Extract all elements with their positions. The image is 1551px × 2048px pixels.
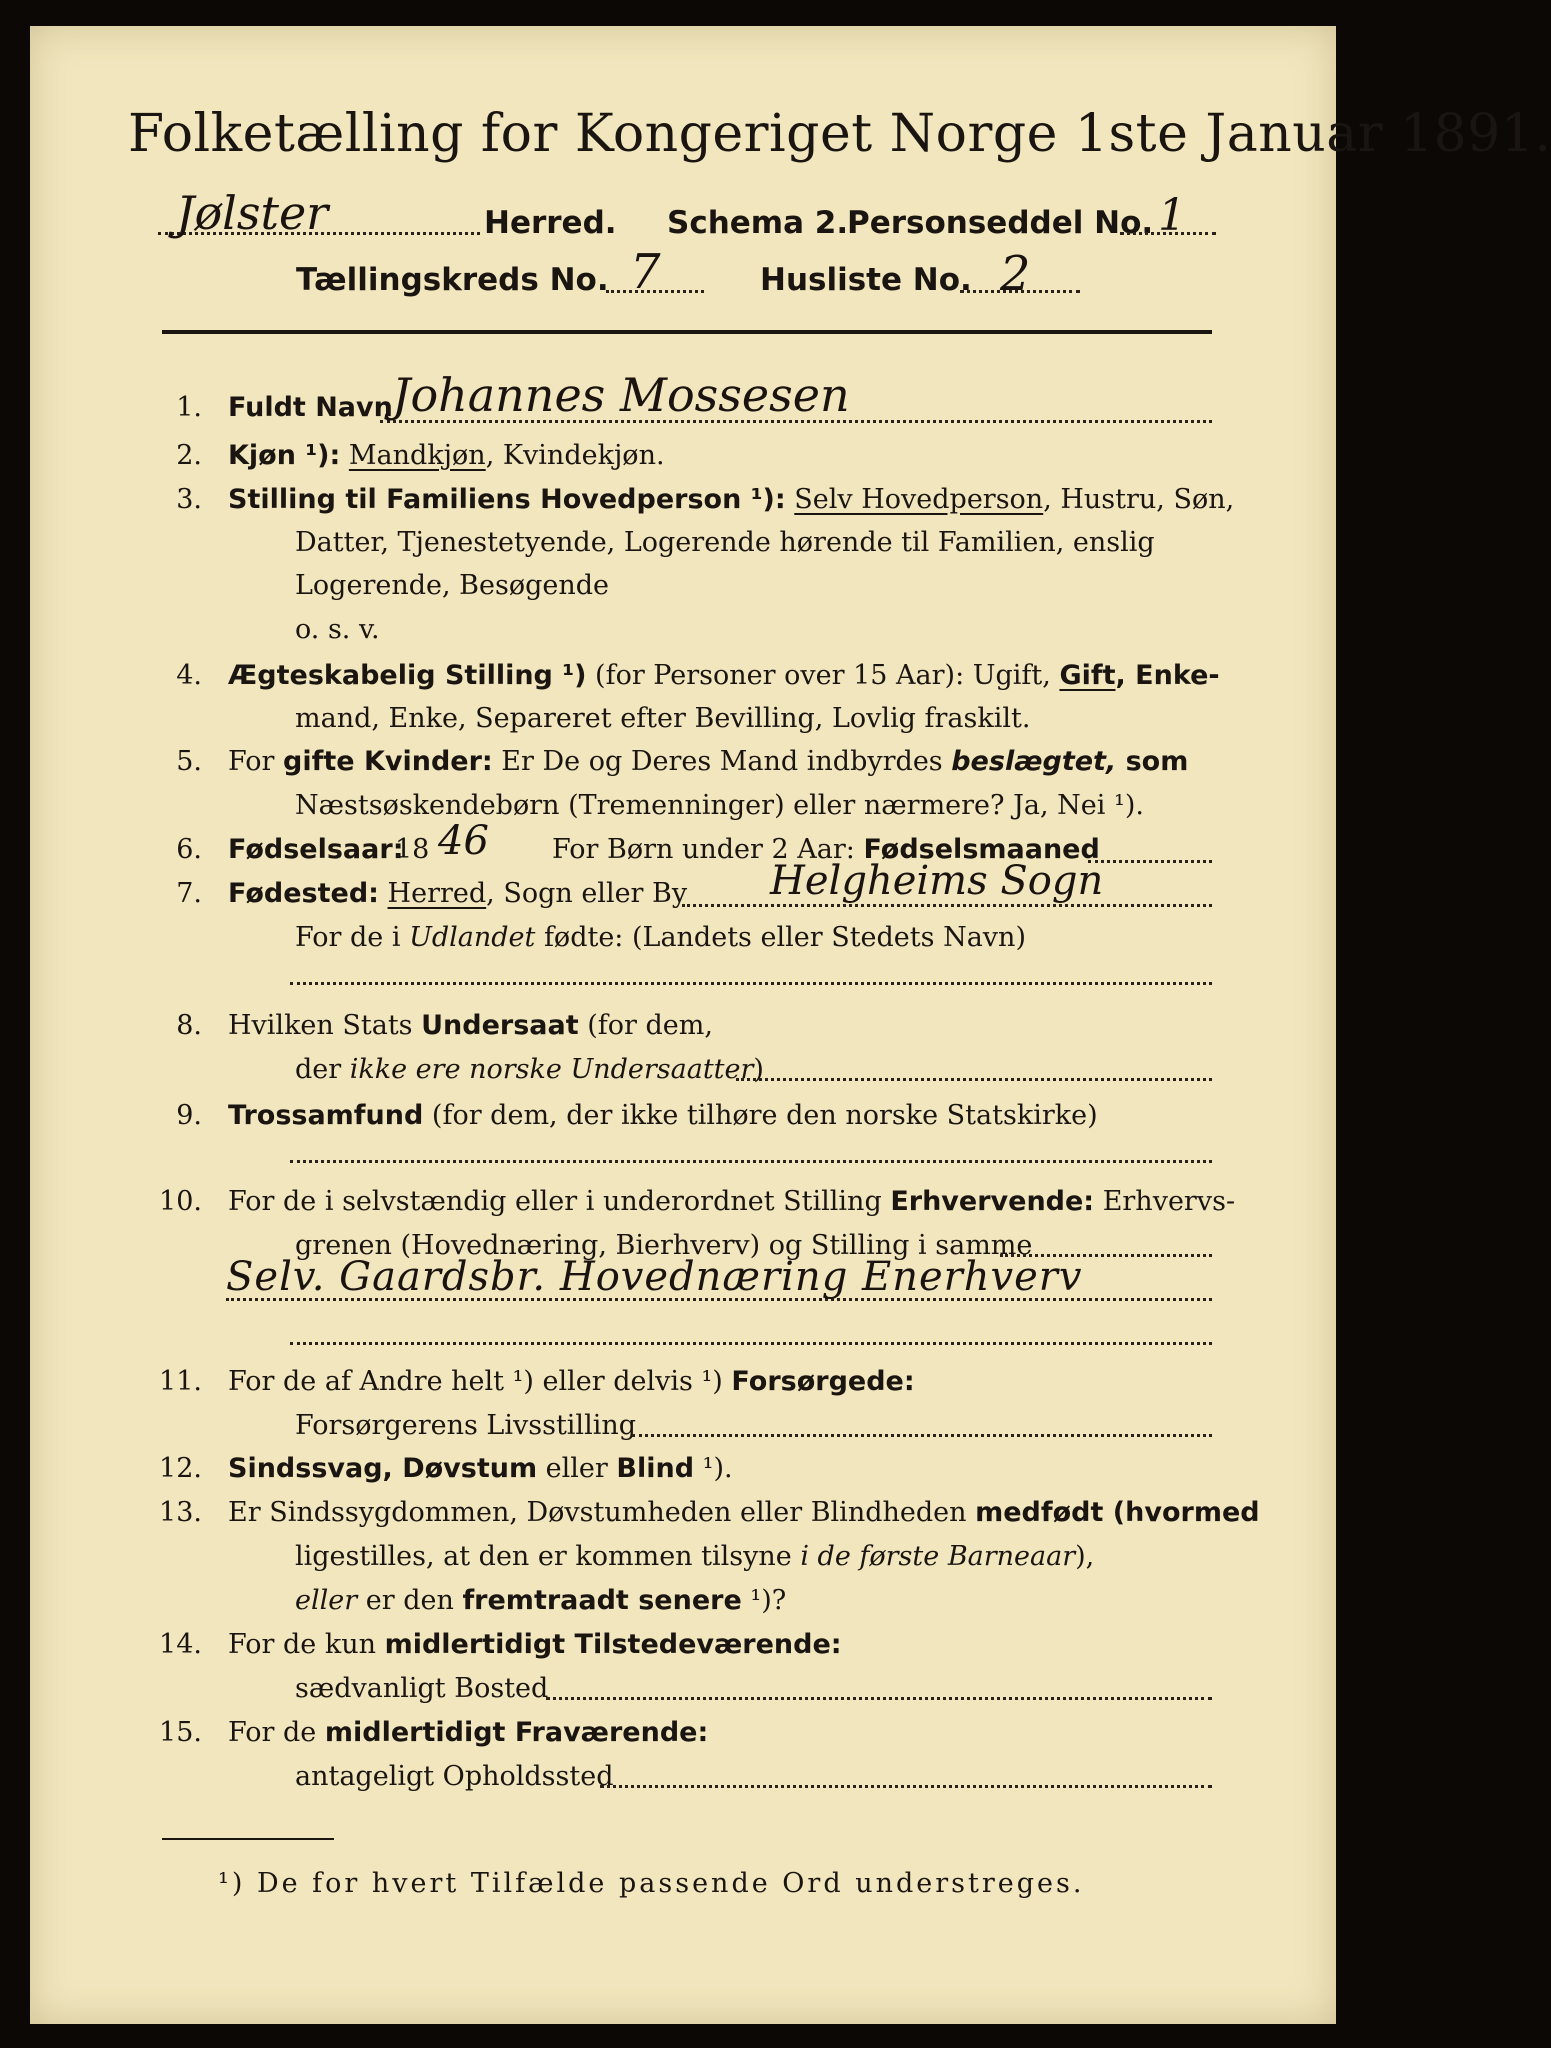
herred-handwritten: Jølster	[176, 186, 329, 240]
q7-label: Fødested:	[228, 878, 379, 909]
q5-text: Er De og Deres Mand indbyrdes	[492, 746, 952, 777]
q8-line2: der ikke ere norske Undersaatter)	[295, 1054, 764, 1085]
q13-line3b: fremtraadt senere	[462, 1585, 742, 1616]
footnote-rule	[162, 1838, 334, 1840]
q14-bold: midlertidigt Tilstedeværende:	[384, 1629, 842, 1660]
q4-text1: (for Personer over 15 Aar): Ugift,	[586, 660, 1060, 691]
q13-text2: (hvormed	[1103, 1497, 1260, 1528]
header-divider	[162, 330, 1212, 334]
q7-extra-dotted-line	[290, 982, 1212, 985]
q7-dotted-line	[682, 904, 1212, 907]
q7-line2	[295, 922, 1026, 953]
q7-line1	[228, 878, 687, 909]
q13-line3a: er den	[357, 1585, 463, 1616]
q14-text1: For de kun	[228, 1629, 385, 1660]
q11-number: 11.	[159, 1366, 202, 1397]
q13-line2i: i de første Barneaar	[800, 1541, 1076, 1572]
husliste-number: 2	[1000, 246, 1031, 302]
q15-number: 15.	[159, 1717, 202, 1748]
q12-bold: Sindssvag, Døvstum	[228, 1453, 538, 1484]
q6-label: Fødselsaar:	[228, 834, 404, 865]
q7-text: , Sogn eller By	[486, 878, 688, 909]
q4-line1	[228, 660, 1220, 691]
q10-text1: For de i selvstændig eller i underordnet Stilling	[228, 1186, 891, 1217]
q10-line1	[228, 1186, 1235, 1217]
footnote: ¹) De for hvert Tilfælde passende Ord understreges.	[218, 1868, 1085, 1899]
q15-line1	[228, 1717, 708, 1748]
form-title: Folketælling for Kongeriget Norge 1ste Januar 1891.	[128, 104, 1551, 164]
q13-line1	[228, 1497, 1260, 1528]
q5-italic: beslægtet,	[951, 746, 1117, 777]
q4-number: 4.	[176, 660, 202, 691]
q3-number: 3.	[176, 484, 202, 515]
q3-option-selv-hovedperson: Selv Hovedperson	[794, 484, 1044, 515]
q3-line3: Logerende, Besøgende	[295, 570, 609, 601]
q4-label: Ægteskabelig Stilling ¹)	[228, 660, 587, 691]
q10-text2: Erhvervs-	[1094, 1186, 1236, 1217]
q10-number: 10.	[159, 1186, 202, 1217]
q4-text2: , Enke-	[1115, 660, 1220, 691]
q5-number: 5.	[176, 746, 202, 777]
q2-number: 2.	[176, 440, 202, 471]
taellingskreds-number: 7	[630, 244, 661, 300]
q6-birthyear-handwritten: 46	[438, 818, 489, 864]
q14-dotted-line	[546, 1697, 1212, 1700]
q5-end: som	[1116, 746, 1189, 777]
q3-label: Stilling til Familiens Hovedperson ¹):	[228, 484, 786, 515]
q8-line2i: ikke ere norske Undersaatter	[349, 1054, 754, 1085]
q2-option-mandkjon: Mandkjøn	[348, 440, 486, 471]
q13-line2	[295, 1541, 1094, 1572]
q15-text1: For de	[228, 1717, 325, 1748]
q12-line	[228, 1453, 733, 1484]
q12-end: ¹).	[694, 1453, 733, 1484]
q11-dotted-line	[632, 1434, 1212, 1437]
q12-text: eller	[537, 1453, 617, 1484]
q9-bold: Trossamfund	[228, 1100, 424, 1131]
q3-line4: o. s. v.	[295, 614, 380, 645]
q11-line1	[228, 1366, 915, 1397]
q15-dotted-line	[600, 1785, 1212, 1788]
q14-number: 14.	[159, 1629, 202, 1660]
q9-text: (for dem, der ikke tilhøre den norske Statskirke)	[423, 1100, 1098, 1131]
q3-rest: , Hustru, Søn,	[1043, 484, 1235, 515]
q2-option-kvindekjon: , Kvindekjøn.	[485, 440, 665, 471]
q6-dotted-line	[1088, 860, 1212, 863]
q13-bold: medfødt	[975, 1497, 1104, 1528]
q13-line3c: ¹)?	[741, 1585, 787, 1616]
q11-line2: Forsørgerens Livsstilling	[295, 1410, 637, 1441]
q9-number: 9.	[176, 1100, 202, 1131]
q6-number: 6.	[176, 834, 202, 865]
q8-number: 8.	[176, 1010, 202, 1041]
q8-line1	[228, 1010, 713, 1041]
q2-line	[228, 440, 665, 471]
q3-line1	[228, 484, 1234, 515]
q13-text1: Er Sindssygdommen, Døvstumheden eller Blindheden	[228, 1497, 976, 1528]
q11-text1: For de af Andre helt ¹) eller delvis ¹)	[228, 1366, 732, 1397]
q5-bold: gifte Kvinder:	[283, 746, 493, 777]
q12-bold2: Blind	[616, 1453, 695, 1484]
q1-number: 1.	[176, 392, 202, 423]
q13-line2b: ),	[1075, 1541, 1095, 1572]
personseddel-number: 1	[1158, 190, 1186, 241]
q9-line	[228, 1100, 1098, 1131]
q5-pre: For	[228, 746, 284, 777]
q15-line2: antageligt Opholdssted	[295, 1761, 614, 1792]
q10-occupation-handwritten: Selv. Gaardsbr. Hovednæring Enerhverv	[226, 1254, 1083, 1300]
q6-text: For Børn under 2 Aar:	[552, 834, 864, 865]
q10-bold: Erhvervende:	[890, 1186, 1095, 1217]
schema-label: Schema 2.	[667, 205, 849, 241]
q14-line2: sædvanligt Bosted	[295, 1673, 549, 1704]
q13-number: 13.	[159, 1497, 202, 1528]
q8-text1: Hvilken Stats	[228, 1010, 422, 1041]
q15-bold: midlertidigt Fraværende:	[324, 1717, 709, 1748]
q10-dotted-line3	[290, 1342, 1212, 1345]
herred-label: Herred.	[484, 205, 617, 241]
q7-line2b: fødte: (Landets eller Stedets Navn)	[535, 922, 1026, 953]
q6-prefix: 18	[395, 834, 430, 865]
q7-number: 7.	[176, 878, 202, 909]
q9-dotted-line	[290, 1160, 1212, 1163]
q1-label: Fuldt Navn	[228, 392, 393, 423]
q8-text2: (for dem,	[578, 1010, 713, 1041]
personseddel-label: Personseddel No.	[847, 205, 1154, 241]
q8-line2a: der	[295, 1054, 350, 1085]
q6-bold: Fødselsmaaned	[863, 834, 1100, 865]
q13-line3i: eller	[295, 1585, 358, 1616]
husliste-label: Husliste No.	[760, 262, 972, 298]
q14-line1	[228, 1629, 842, 1660]
q7-option-herred: Herred	[387, 878, 487, 909]
q8-bold: Undersaat	[421, 1010, 579, 1041]
taellingskreds-label: Tællingskreds No.	[296, 262, 609, 298]
q12-number: 12.	[159, 1453, 202, 1484]
q13-line2a: ligestilles, at den er kommen tilsyne	[295, 1541, 801, 1572]
q4-option-gift: Gift	[1059, 660, 1116, 691]
q13-line3	[295, 1585, 786, 1616]
q1-handwritten-name: Johannes Mossesen	[392, 368, 850, 422]
q8-dotted-line	[736, 1078, 1212, 1081]
q7-line2a: For de i	[295, 922, 410, 953]
q4-line2: mand, Enke, Separeret efter Bevilling, Lovlig fraskilt.	[295, 703, 1031, 734]
q5-line1	[228, 746, 1188, 777]
q7-line2i: Udlandet	[409, 922, 536, 953]
q7-birthplace-handwritten: Helgheims Sogn	[770, 858, 1104, 904]
q5-line2: Næstsøskendebørn (Tremenninger) eller nærmere? Ja, Nei ¹).	[295, 790, 1144, 821]
q11-bold: Forsørgede:	[731, 1366, 915, 1397]
q3-line2: Datter, Tjenestetyende, Logerende hørende til Familien, enslig	[295, 527, 1155, 558]
q10-line2: grenen (Hovednæring, Bierhverv) og Stilling i samme	[295, 1230, 1033, 1261]
q2-label: Kjøn ¹):	[228, 440, 341, 471]
